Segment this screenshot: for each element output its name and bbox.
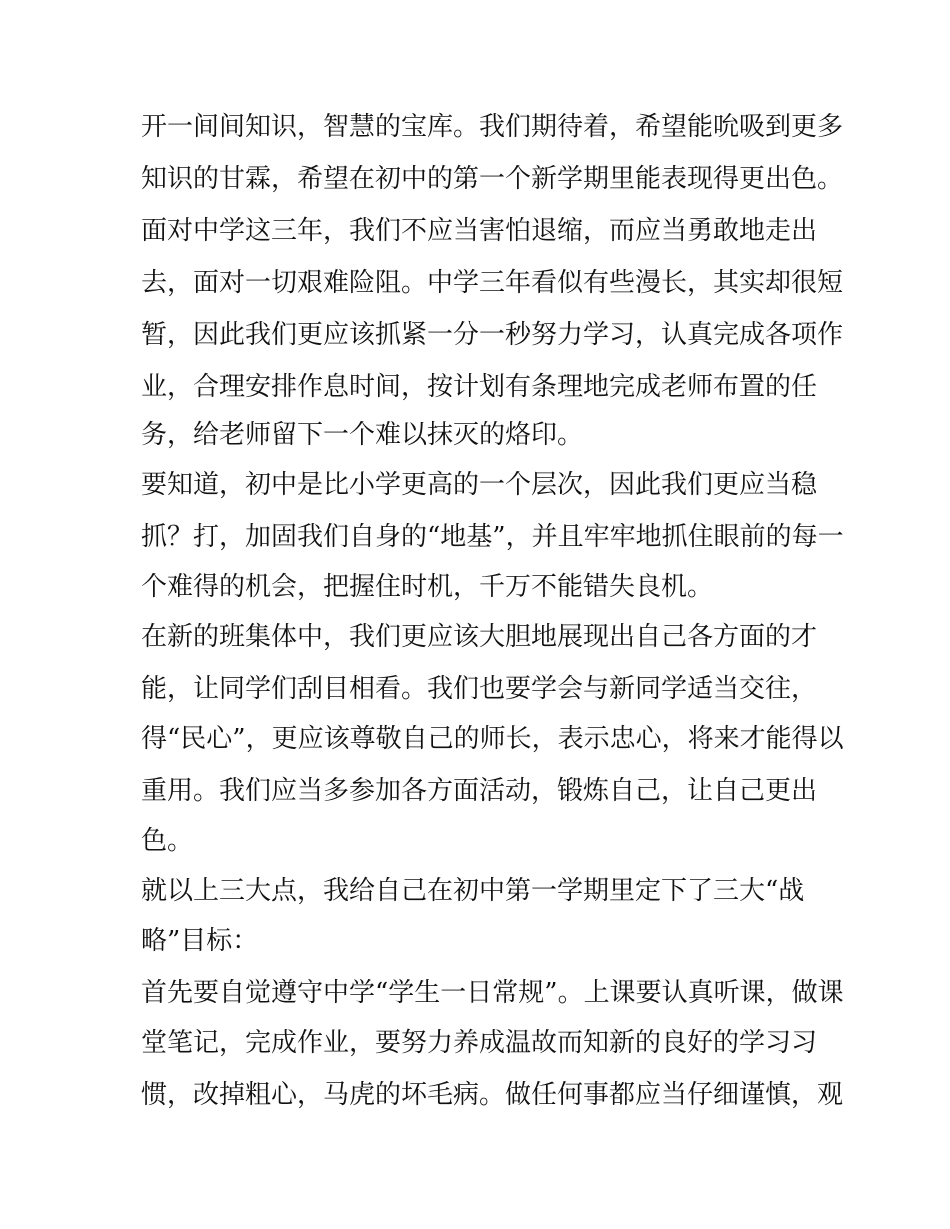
text-line: 得“民心”，更应该尊敬自己的师长，表示忠心，将来才能得以 [141, 724, 844, 754]
text-line: 要知道，初中是比小学更高的一个层次，因此我们更应当稳 [141, 470, 818, 500]
text-line: 去，面对一切艰难险阻。中学三年看似有些漫长，其实却很短 [141, 268, 844, 298]
text-line: 务，给老师留下一个难以抹灭的烙印。 [141, 420, 584, 450]
text-line: 能，让同学们刮目相看。我们也要学会与新同学适当交往， [141, 674, 818, 704]
text-line: 个难得的机会，把握住时机，千万不能错失良机。 [141, 572, 714, 602]
text-line: 知识的甘霖，希望在初中的第一个新学期里能表现得更出色。 [141, 164, 844, 194]
text-line: 暂，因此我们更应该抓紧一分一秒努力学习，认真完成各项作 [141, 320, 844, 350]
text-line: 面对中学这三年，我们不应当害怕退缩，而应当勇敢地走出 [141, 216, 818, 246]
text-line: 在新的班集体中，我们更应该大胆地展现出自己各方面的才 [141, 622, 818, 652]
text-line: 抓？打，加固我们自身的“地基”，并且牢牢地抓住眼前的每一 [141, 522, 844, 552]
text-line: 色。 [141, 826, 194, 856]
text-line: 略”目标： [141, 926, 259, 956]
text-line: 惯，改掉粗心，马虎的坏毛病。做任何事都应当仔细谨慎，观 [141, 1080, 844, 1110]
text-line: 堂笔记，完成作业，要努力养成温故而知新的良好的学习习 [141, 1028, 818, 1058]
text-line: 重用。我们应当多参加各方面活动，锻炼自己，让自己更出 [141, 776, 818, 806]
text-line: 就以上三大点，我给自己在初中第一学期里定下了三大“战 [141, 876, 805, 906]
text-line: 业，合理安排作息时间，按计划有条理地完成老师布置的任 [141, 372, 818, 402]
text-line: 开一间间知识，智慧的宝库。我们期待着，希望能吮吸到更多 [141, 112, 844, 142]
text-line: 首先要自觉遵守中学“学生一日常规”。上课要认真听课，做课 [141, 978, 844, 1008]
